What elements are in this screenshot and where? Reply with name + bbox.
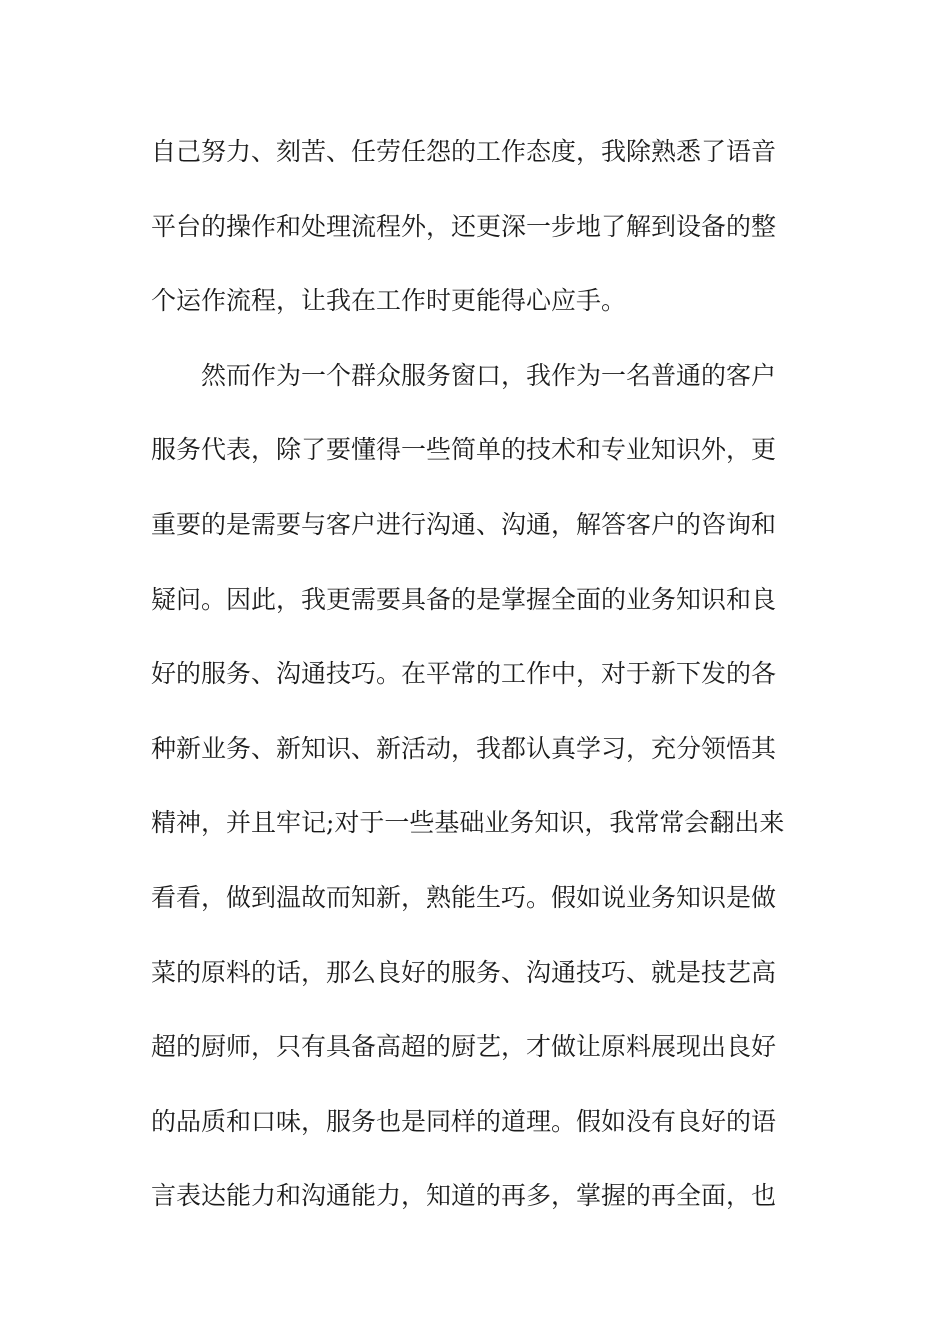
text-line: 言表达能力和沟通能力，知道的再多，掌握的再全面，也	[151, 1181, 777, 1211]
text-line: 平台的操作和处理流程外，还更深一步地了解到设备的整	[151, 211, 777, 241]
text-line: 自己努力、刻苦、任劳任怨的工作态度，我除熟悉了语音	[151, 137, 777, 166]
text-line: 个运作流程，让我在工作时更能得心应手。	[151, 286, 627, 316]
body-text	[151, 132, 811, 1251]
text-line: 重要的是需要与客户进行沟通、沟通，解答客户的咨询和	[151, 509, 777, 539]
text-line: 种新业务、新知识、新活动，我都认真学习，充分领悟其	[151, 733, 777, 763]
text-line: 精神，并且牢记;对于一些基础业务知识，我常常会翻出来	[151, 808, 785, 838]
text-line: 疑问。因此，我更需要具备的是掌握全面的业务知识和良	[151, 584, 777, 614]
paragraph-start-line: 然而作为一个群众服务窗口，我作为一名普通的客户	[201, 360, 777, 390]
text-line: 服务代表，除了要懂得一些简单的技术和专业知识外，更	[151, 435, 777, 465]
text-line: 的品质和口味，服务也是同样的道理。假如没有良好的语	[151, 1106, 777, 1136]
text-line: 好的服务、沟通技巧。在平常的工作中，对于新下发的各	[151, 659, 777, 689]
text-line: 菜的原料的话，那么良好的服务、沟通技巧、就是技艺高	[151, 957, 777, 987]
text-line: 看看，做到温故而知新，熟能生巧。假如说业务知识是做	[151, 882, 777, 912]
text-line: 超的厨师，只有具备高超的厨艺，才做让原料展现出良好	[151, 1032, 777, 1062]
